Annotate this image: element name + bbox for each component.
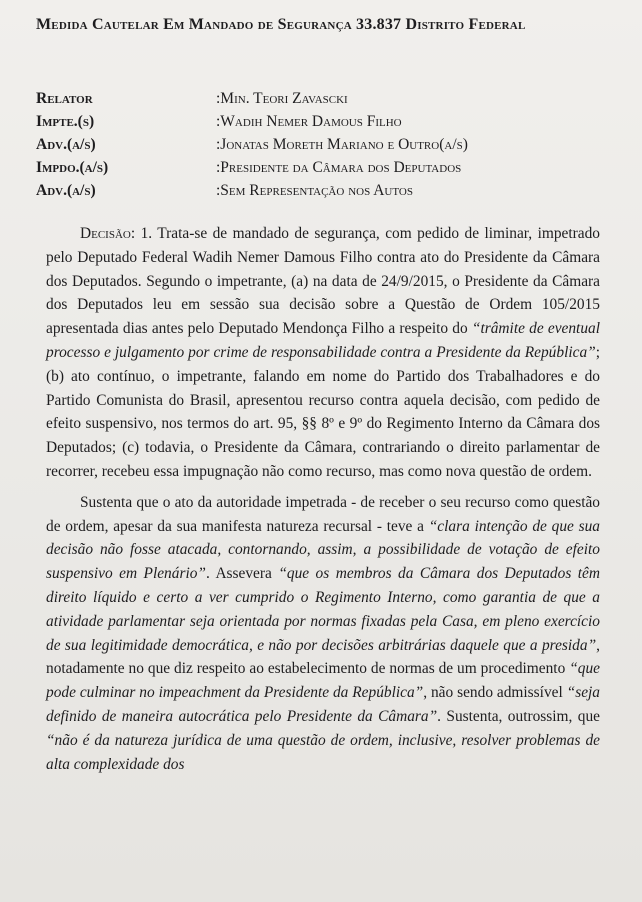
meta-key: Impte.(s) — [36, 113, 95, 130]
decision-lead: Decisão: — [80, 225, 136, 242]
quote-run: “que pode culminar no impeachment da Presidente da República” — [46, 660, 600, 702]
meta-row-advogado-impetrante — [36, 136, 606, 159]
meta-key: Relator — [36, 90, 93, 107]
meta-row-advogado-impetrado — [36, 182, 606, 205]
text-run: , não sendo admissível — [423, 684, 567, 702]
meta-value: :Presidente da Câmara dos Deputados — [216, 159, 462, 176]
text-run: Sustenta que o ato da autoridade impetrada - de receber o seu recurso como questão de ordem, apesar da sua manifesta natureza recursal - teve a — [46, 493, 600, 535]
meta-value: :Wadih Nemer Damous Filho — [216, 113, 402, 130]
quote-run: “clara intenção de que sua decisão não fosse atacada, contornando, assim, a possibilidade de votação de efeito suspensivo em Plenário” — [46, 517, 600, 583]
decision-body — [46, 222, 600, 776]
text-run: . Sustenta, outrossim, que — [437, 707, 600, 725]
case-metadata — [36, 90, 606, 205]
meta-value: :Sem Representação nos Autos — [216, 182, 413, 199]
text-run: . Assevera — [205, 565, 279, 583]
meta-row-relator — [36, 90, 606, 113]
meta-key: Adv.(a/s) — [36, 182, 96, 199]
quote-run: “trâmite de eventual processo e julgamento por crime de responsabilidade contra a Presidente da República” — [46, 320, 601, 361]
paragraph-1 — [46, 222, 600, 484]
meta-row-impetrante — [36, 113, 606, 136]
quote-run: “não é da natureza jurídica de uma questão de ordem, inclusive, resolver problemas de alta complexidade dos — [46, 731, 600, 773]
quote-run: “seja definido de maneira autocrática pelo Presidente da Câmara” — [46, 684, 601, 725]
text-run: ; (b) ato contínuo, o impetrante, falando em nome do Partido dos Trabalhadores e do Partido Comunista do Brasil, apresentou recurso contra aquela decisão, com pedido de efeito suspensivo, nos termos do art. 95, §§ 8º e 9º do Regimento Interno da Câmara dos Deputados; (c) todavia, o Presidente da Câmara, contrariando o direito parlamentar de recorrer, recebeu essa impugnação não como recurso, mas como nova questão de ordem. — [46, 343, 600, 480]
paragraph-2 — [46, 491, 600, 777]
text-run: , notadamente no que diz respeito ao estabelecimento de normas de um procedimento — [46, 636, 600, 678]
meta-key: Adv.(a/s) — [36, 136, 96, 153]
text-run: 1. Trata-se de mandado de segurança, com pedido de liminar, impetrado pelo Deputado Federal Wadih Nemer Damous Filho contra ato do Presidente da Câmara dos Deputados. Segundo o impetrante, (a) na data de 24/9/2015, o Presidente da Câmara dos Deputados leu em sessão sua decisão sobre a Questão de Ordem 105/2015 apresentada dias antes pelo Deputado Mendonça Filho a respeito do — [46, 225, 600, 338]
meta-row-impetrado — [36, 159, 606, 182]
meta-value: :Min. Teori Zavascki — [216, 90, 348, 107]
quote-run: “que os membros da Câmara dos Deputados têm direito líquido e certo a ver cumprido o Regimento Interno, como garantia de que a atividade parlamentar seja orientada por normas fixadas pela Casa, em pleno exercício de sua legitimidade democrática, e não por decisões arbitrárias daquele que a presida” — [46, 565, 600, 654]
document-title: Medida Cautelar Em Mandado de Segurança 33.837 Distrito Federal — [36, 16, 526, 33]
meta-value: :Jonatas Moreth Mariano e Outro(a/s) — [216, 136, 468, 153]
meta-key: Impdo.(a/s) — [36, 159, 109, 176]
